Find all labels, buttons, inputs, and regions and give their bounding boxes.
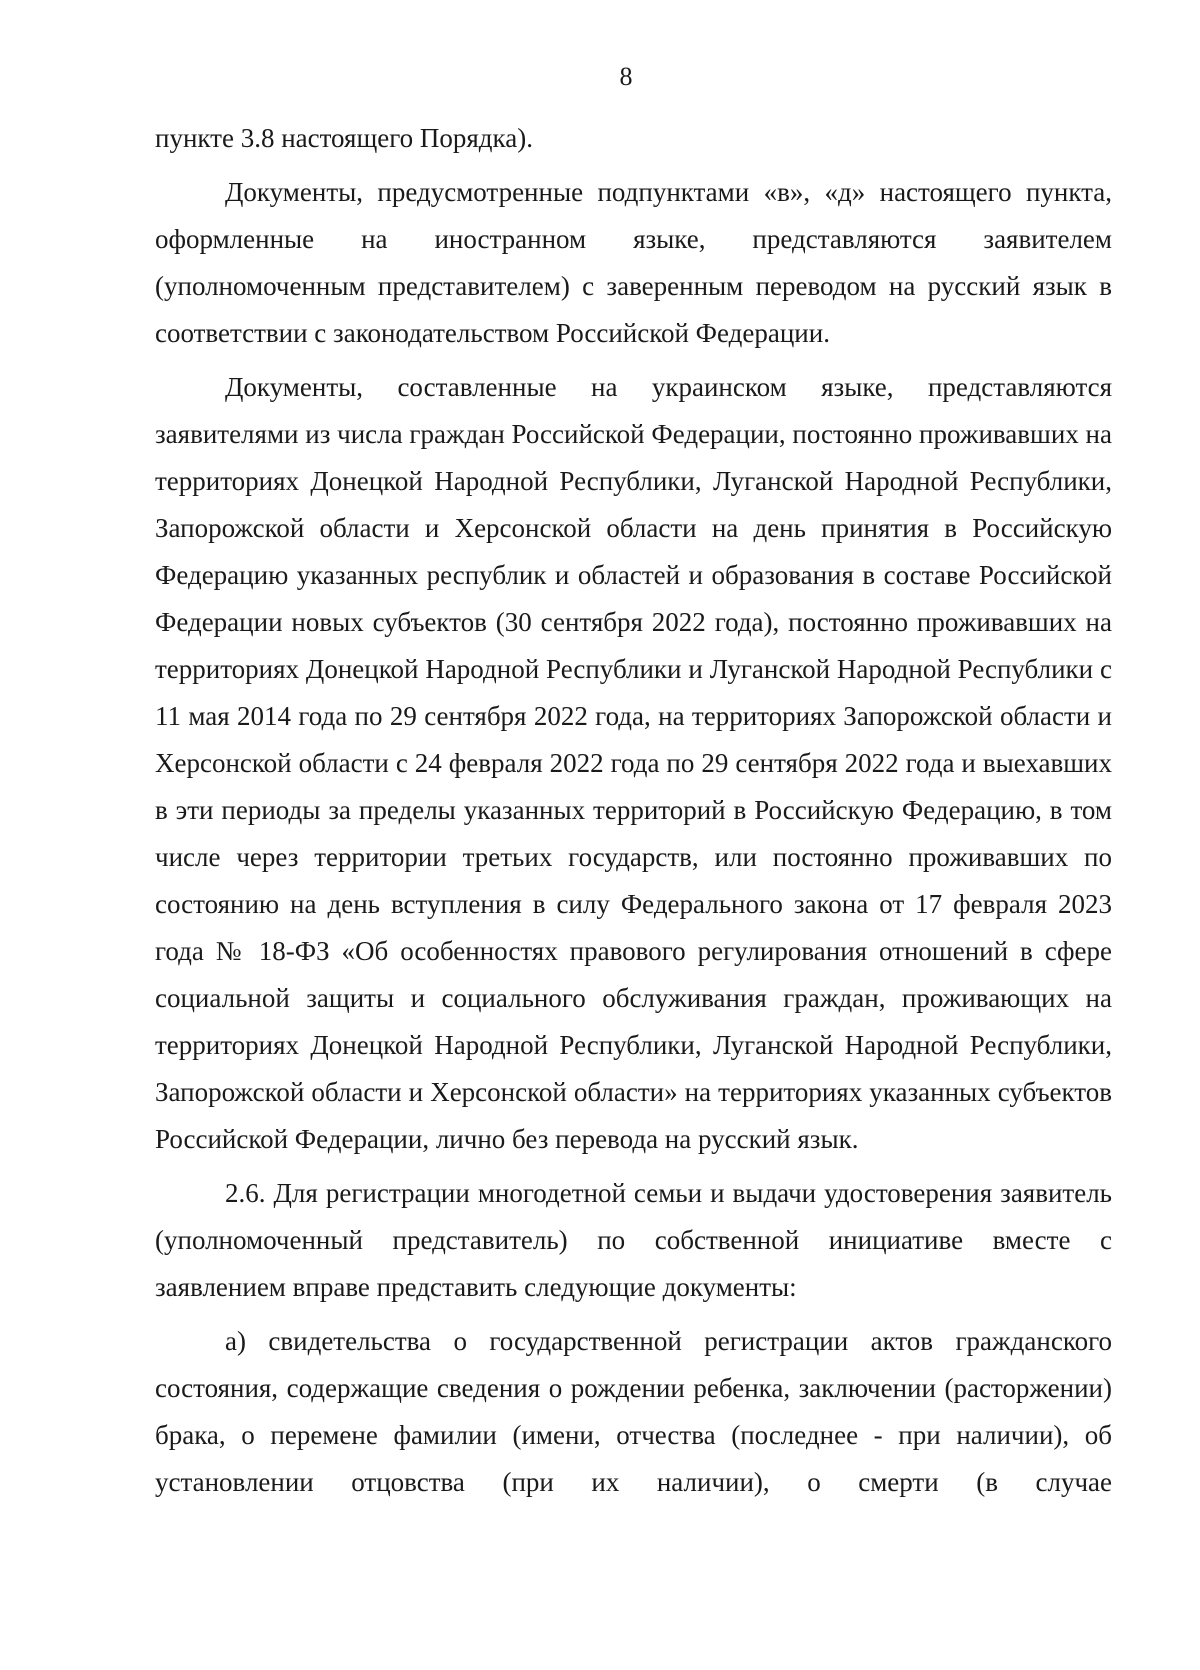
paragraph-item-a: а) свидетельства о государственной регистрации актов гражданского состояния, содержащие сведения о рождении ребенка, заключении (расторжении) брака, о перемене фамилии (имени, отчества (последнее - при наличии), об установлении отцовства (при их наличии), о смерти (в случае: [155, 1326, 1112, 1497]
paragraph-section-2-6: 2.6. Для регистрации многодетной семьи и выдачи удостоверения заявитель (уполномоченный представитель) по собственной инициативе вместе с заявлением вправе представить следующие документы:: [155, 1178, 1112, 1302]
paragraph-continuation: пункте 3.8 настоящего Порядка).: [155, 123, 533, 153]
paragraph-foreign-documents: Документы, предусмотренные подпунктами «в», «д» настоящего пункта, оформленные на иностранном языке, представляются заявителем (уполномоченным представителем) с заверенным переводом на русский язык в соответствии с законодательством Российской Федерации.: [155, 177, 1112, 348]
paragraph-ukrainian-documents: Документы, составленные на украинском языке, представляются заявителями из числа граждан Российской Федерации, постоянно проживавших на территориях Донецкой Народной Республики, Луганской Народной Республики, Запорожской области и Херсонской области на день принятия в Российскую Федерацию указанных республик и областей и образования в составе Российской Федерации новых субъектов (30 сентября 2022 года), постоянно проживавших на территориях Донецкой Народной Республики и Луганской Народной Республики с 11 мая 2014 года по 29 сентября 2022 года, на территориях Запорожской области и Херсонской области с 24 февраля 2022 года по 29 сентября 2022 года и выехавших в эти периоды за пределы указанных территорий в Российскую Федерацию, в том числе через территории третьих государств, или постоянно проживавших по состоянию на день вступления в силу Федерального закона от 17 февраля 2023 года № 18-ФЗ «Об особенностях правового регулирования отношений в сфере социальной защиты и социального обслуживания граждан, проживающих на территориях Донецкой Народной Республики, Луганской Народной Республики, Запорожской области и Херсонской области» на территориях указанных субъектов Российской Федерации, лично без перевода на русский язык.: [155, 372, 1112, 1154]
document-body: [155, 115, 1112, 1513]
page-number: 8: [619, 62, 633, 91]
